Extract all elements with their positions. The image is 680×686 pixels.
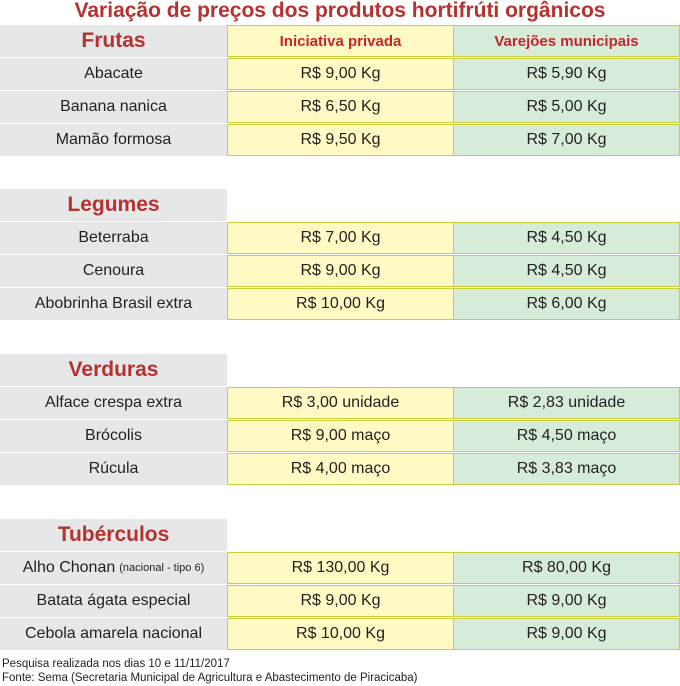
item-name: Alho Chonan — [22, 559, 116, 576]
private-price-cell: R$ 9,00 Kg — [227, 255, 454, 287]
group-title: Tubérculos — [0, 519, 227, 551]
page-title: Variação de preços dos produtos hortifrúti orgânicos — [74, 0, 606, 22]
item-name-cell — [0, 288, 227, 320]
table-row — [0, 552, 680, 584]
private-price-cell: R$ 10,00 Kg — [227, 618, 454, 650]
item-name-cell — [0, 124, 227, 156]
group-title: Frutas — [0, 25, 227, 57]
table-row — [0, 91, 680, 123]
group-header-row — [0, 25, 680, 57]
private-price-cell: R$ 7,00 Kg — [227, 222, 454, 254]
table-row — [0, 387, 680, 419]
municipal-price-cell: R$ 9,00 Kg — [454, 585, 680, 617]
item-name: Rúcula — [88, 460, 139, 477]
municipal-price-cell: R$ 4,50 maço — [454, 420, 680, 452]
group-header-row — [0, 189, 680, 221]
table-row — [0, 222, 680, 254]
footer-survey-note: Pesquisa realizada nos dias 10 e 11/11/2017 — [2, 658, 230, 670]
item-name: Brócolis — [85, 427, 142, 444]
item-name-cell — [0, 222, 227, 254]
private-price-cell: R$ 9,00 Kg — [227, 585, 454, 617]
group-header-row — [0, 519, 680, 551]
private-price-cell: R$ 9,00 maço — [227, 420, 454, 452]
private-price-cell: R$ 4,00 maço — [227, 453, 454, 485]
private-price-cell: R$ 9,50 Kg — [227, 124, 454, 156]
group-header-row — [0, 354, 680, 386]
footer-source: Fonte: Sema (Secretaria Municipal de Agricultura e Abastecimento de Piracicaba) — [2, 672, 418, 684]
item-name: Alface crespa extra — [45, 394, 182, 411]
item-note: (nacional - tipo 6) — [119, 562, 205, 574]
private-price-cell: R$ 6,50 Kg — [227, 91, 454, 123]
item-name: Beterraba — [78, 229, 149, 246]
municipal-price-cell: R$ 5,90 Kg — [454, 58, 680, 90]
private-price-cell: R$ 130,00 Kg — [227, 552, 454, 584]
table-row — [0, 585, 680, 617]
table-row — [0, 420, 680, 452]
table-row — [0, 255, 680, 287]
item-name: Mamão formosa — [55, 131, 172, 148]
table-row — [0, 618, 680, 650]
private-price-cell: R$ 9,00 Kg — [227, 58, 454, 90]
item-name-cell — [0, 58, 227, 90]
private-price-cell: R$ 10,00 Kg — [227, 288, 454, 320]
item-name-cell — [0, 552, 227, 584]
group-title: Legumes — [0, 189, 227, 221]
item-name: Cebola amarela nacional — [25, 625, 202, 642]
item-name: Abacate — [84, 65, 143, 82]
item-name-cell — [0, 420, 227, 452]
municipal-price-cell: R$ 4,50 Kg — [454, 222, 680, 254]
municipal-price-cell: R$ 6,00 Kg — [454, 288, 680, 320]
municipal-price-cell: R$ 4,50 Kg — [454, 255, 680, 287]
table-row — [0, 124, 680, 156]
item-name-cell — [0, 453, 227, 485]
item-name-cell — [0, 585, 227, 617]
table-row — [0, 58, 680, 90]
municipal-price-cell: R$ 7,00 Kg — [454, 124, 680, 156]
item-name: Cenoura — [82, 262, 145, 279]
column-header-private: Iniciativa privada — [227, 25, 454, 57]
group-title: Verduras — [0, 354, 227, 386]
item-name-cell — [0, 618, 227, 650]
item-name-cell — [0, 91, 227, 123]
municipal-price-cell: R$ 5,00 Kg — [454, 91, 680, 123]
municipal-price-cell: R$ 3,83 maço — [454, 453, 680, 485]
municipal-price-cell: R$ 9,00 Kg — [454, 618, 680, 650]
column-header-municipal: Varejões municipais — [454, 25, 680, 57]
table-row — [0, 288, 680, 320]
table-row — [0, 453, 680, 485]
municipal-price-cell: R$ 80,00 Kg — [454, 552, 680, 584]
municipal-price-cell: R$ 2,83 unidade — [454, 387, 680, 419]
item-name-cell — [0, 387, 227, 419]
item-name: Banana nanica — [60, 98, 167, 115]
private-price-cell: R$ 3,00 unidade — [227, 387, 454, 419]
item-name-cell — [0, 255, 227, 287]
item-name: Batata ágata especial — [36, 592, 191, 609]
item-name: Abobrinha Brasil extra — [34, 295, 193, 312]
